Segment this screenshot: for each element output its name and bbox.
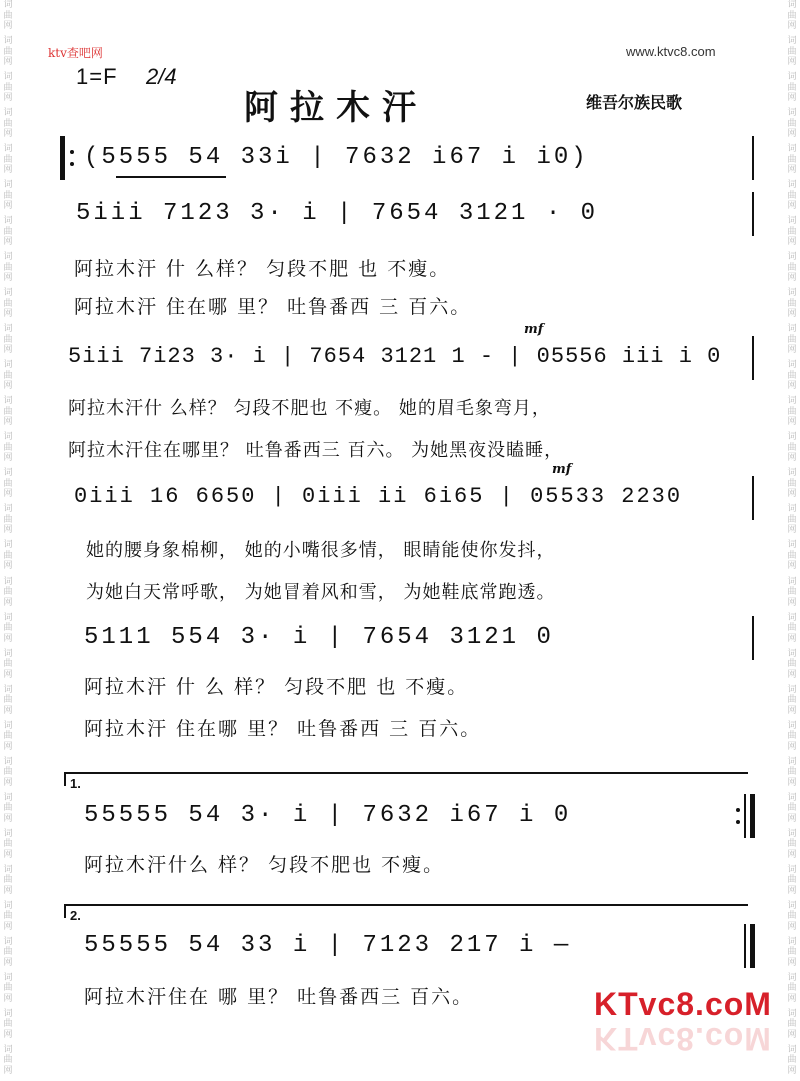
side-watermark-char: 曲 (787, 406, 797, 417)
side-watermark-char: 词 (3, 324, 13, 335)
side-watermark-char: 词 (3, 828, 13, 839)
final-barline (750, 924, 755, 968)
side-watermark-char: 网 (787, 57, 797, 68)
side-watermark-char: 曲 (787, 623, 797, 634)
side-watermark-char: 网 (3, 129, 13, 140)
side-watermark-char: 网 (787, 21, 797, 31)
side-watermark-char: 词 (787, 432, 797, 443)
side-watermark-char: 网 (787, 417, 797, 428)
side-watermark-char: 曲 (3, 46, 13, 57)
side-watermark-char: 曲 (3, 406, 13, 417)
site-label[interactable]: ktv查吧网 (48, 46, 103, 60)
side-watermark-char: 曲 (787, 587, 797, 597)
side-watermark-char: 网 (3, 525, 13, 536)
side-watermark-char: 词 (787, 1044, 797, 1055)
side-watermark-char: 词 (787, 540, 797, 551)
side-watermark-char: 曲 (3, 947, 13, 958)
side-watermark-char: 词 (787, 288, 797, 299)
side-watermark-char: 词 (3, 396, 13, 407)
side-watermark-char: 网 (3, 777, 13, 788)
side-watermark-char: 曲 (3, 478, 13, 489)
side-watermark-char: 网 (3, 957, 13, 968)
side-watermark-char: 网 (3, 309, 13, 320)
notes-line-2: 5iii 7123 3· i | 7654 3121 · 0 (76, 200, 599, 227)
side-watermark-char: 网 (3, 1065, 13, 1076)
side-watermark-char: 网 (3, 237, 13, 248)
lyrics-line-7: 阿拉木汗住在 哪 里？ 吐鲁番西三 百六。 (84, 986, 474, 1008)
side-watermark-char: 词 (3, 288, 13, 299)
score-line-2 (60, 192, 756, 240)
lyrics-line-2-verse-1: 阿拉木汗 什 么样？ 匀段不肥 也 不瘦。 (74, 258, 451, 280)
side-watermark-char: 曲 (3, 1019, 13, 1030)
dynamic-mf: mf (552, 462, 572, 477)
side-watermark-char: 词 (787, 180, 797, 191)
side-watermark-char: 网 (3, 21, 13, 31)
volta-1-bracket (64, 772, 748, 786)
side-watermark-char: 网 (3, 489, 13, 500)
side-watermark-char: 曲 (787, 550, 797, 561)
site-url[interactable]: www.ktvc8.com (626, 44, 716, 59)
side-watermark-char: 曲 (3, 10, 13, 21)
side-watermark-char: 网 (787, 921, 797, 932)
side-watermark-char: 曲 (3, 154, 13, 165)
volta-1-label: 1. (70, 776, 81, 791)
side-watermark-char: 网 (787, 165, 797, 176)
barline (752, 616, 754, 660)
side-watermark-char: 词 (3, 684, 13, 695)
notes-line-7: 55555 54 33 i | 7123 217 i — (84, 932, 572, 959)
barline (752, 136, 754, 180)
side-watermark-char: 网 (787, 813, 797, 824)
side-watermark-char: 词 (787, 216, 797, 227)
side-watermark-char: 词 (3, 936, 13, 947)
side-watermark-char: 曲 (3, 1055, 13, 1066)
side-watermark-char: 曲 (787, 1019, 797, 1030)
side-watermark-char: 词 (787, 108, 797, 119)
side-watermark-char: 网 (787, 885, 797, 896)
side-watermark-char: 网 (787, 561, 797, 572)
left-watermark-column (1, 0, 15, 1081)
notes-line-4: 0iii 16 6650 | 0iii ii 6i65 | 05533 2230 (74, 484, 683, 509)
lyrics-line-5-verse-1: 阿拉木汗 什 么 样？ 匀段不肥 也 不瘦。 (84, 676, 469, 698)
barline (752, 336, 754, 380)
side-watermark-char: 网 (787, 93, 797, 104)
side-watermark-char: 曲 (3, 623, 13, 634)
side-watermark-char: 曲 (3, 514, 13, 525)
side-watermark-char: 词 (3, 108, 13, 119)
side-watermark-char: 曲 (787, 10, 797, 21)
lyrics-line-6: 阿拉木汗什么 样？ 匀段不肥也 不瘦。 (84, 854, 445, 876)
side-watermark-char: 词 (3, 792, 13, 803)
repeat-dots (70, 150, 74, 170)
side-watermark-char: 词 (3, 540, 13, 551)
lyrics-line-4-verse-1: 她的腰身象棉柳， 她的小嘴很多情， 眼睛能使你发抖， (86, 540, 556, 561)
site-watermark-reflection: KTvc8.coM (594, 1021, 772, 1057)
side-watermark-char: 词 (3, 972, 13, 983)
key-signature: 1=F (76, 64, 118, 89)
side-watermark-char: 网 (787, 1029, 797, 1040)
side-watermark-char: 词 (3, 1008, 13, 1019)
side-watermark-char: 词 (3, 468, 13, 479)
side-watermark-char: 词 (787, 468, 797, 479)
volta-2-bracket (64, 904, 748, 918)
side-watermark-char: 网 (3, 93, 13, 104)
side-watermark-char: 词 (787, 684, 797, 695)
end-repeat-barline (750, 794, 755, 838)
side-watermark-char: 网 (3, 345, 13, 356)
side-watermark-char: 曲 (787, 911, 797, 922)
side-watermark-char: 词 (787, 936, 797, 947)
side-watermark-char: 曲 (3, 659, 13, 670)
side-watermark-char: 词 (3, 36, 13, 47)
side-watermark-char: 曲 (787, 514, 797, 525)
side-watermark-char: 词 (787, 576, 797, 587)
side-watermark-char: 词 (3, 504, 13, 515)
side-watermark-char: 曲 (787, 154, 797, 165)
side-watermark-char: 词 (787, 504, 797, 515)
side-watermark-char: 词 (787, 792, 797, 803)
side-watermark-char: 曲 (3, 442, 13, 453)
lyrics-line-3-verse-1: 阿拉木汗什 么样？ 匀段不肥也 不瘦。 她的眉毛象弯月， (68, 398, 551, 419)
barline (752, 192, 754, 236)
side-watermark-char: 词 (787, 648, 797, 659)
side-watermark-char: 词 (787, 396, 797, 407)
side-watermark-char: 曲 (787, 82, 797, 93)
side-watermark-char: 曲 (787, 298, 797, 309)
side-watermark-char: 词 (787, 1008, 797, 1019)
side-watermark-char: 曲 (787, 731, 797, 742)
side-watermark-char: 词 (787, 36, 797, 47)
side-watermark-char: 词 (3, 0, 13, 10)
side-watermark-char: 曲 (3, 983, 13, 994)
side-watermark-char: 词 (787, 360, 797, 371)
site-watermark-logo: KTvc8.coM (594, 986, 772, 1022)
side-watermark-char: 曲 (3, 226, 13, 237)
side-watermark-char: 曲 (787, 983, 797, 994)
beam (116, 176, 226, 178)
side-watermark-char: 词 (787, 252, 797, 263)
side-watermark-char: 词 (787, 720, 797, 731)
score-line-4 (60, 476, 756, 524)
side-watermark-char: 词 (787, 900, 797, 911)
side-watermark-char: 曲 (787, 875, 797, 886)
side-watermark-char: 词 (787, 828, 797, 839)
song-title: 阿拉木汗 (244, 88, 428, 128)
side-watermark-char: 网 (3, 705, 13, 716)
side-watermark-char: 曲 (787, 442, 797, 453)
side-watermark-char: 网 (3, 741, 13, 752)
side-watermark-char: 词 (3, 144, 13, 155)
side-watermark-char: 网 (3, 669, 13, 680)
side-watermark-char: 曲 (3, 911, 13, 922)
side-watermark-char: 词 (3, 864, 13, 875)
side-watermark-char: 曲 (787, 226, 797, 237)
side-watermark-char: 曲 (787, 695, 797, 706)
side-watermark-char: 曲 (3, 334, 13, 345)
side-watermark-char: 曲 (3, 298, 13, 309)
side-watermark-char: 网 (3, 1029, 13, 1040)
side-watermark-char: 网 (3, 453, 13, 464)
side-watermark-char: 曲 (787, 659, 797, 670)
side-watermark-char: 网 (3, 273, 13, 284)
barline (744, 794, 746, 838)
lyrics-line-3-verse-2: 阿拉木汗住在哪里？ 吐鲁番西三 百六。 为她黑夜没瞌睡， (68, 440, 564, 461)
side-watermark-char: 词 (3, 360, 13, 371)
side-watermark-char: 网 (3, 201, 13, 212)
side-watermark-char: 词 (787, 756, 797, 767)
side-watermark-char: 曲 (3, 803, 13, 814)
side-watermark-char: 网 (787, 237, 797, 248)
repeat-dots (736, 808, 740, 828)
side-watermark-char: 网 (787, 633, 797, 644)
notes-line-5: 5111 554 3· i | 7654 3121 0 (84, 624, 554, 651)
side-watermark-char: 网 (787, 345, 797, 356)
side-watermark-char: 词 (3, 252, 13, 263)
side-watermark-char: 词 (3, 756, 13, 767)
side-watermark-char: 网 (787, 489, 797, 500)
side-watermark-char: 词 (787, 324, 797, 335)
side-watermark-char: 曲 (3, 875, 13, 886)
side-watermark-char: 网 (787, 669, 797, 680)
side-watermark-char: 曲 (3, 767, 13, 778)
side-watermark-char: 曲 (787, 478, 797, 489)
side-watermark-char: 词 (3, 216, 13, 227)
lyrics-line-2-verse-2: 阿拉木汗 住在哪 里？ 吐鲁番西 三 百六。 (74, 296, 472, 318)
side-watermark-char: 词 (787, 972, 797, 983)
lyrics-line-5-verse-2: 阿拉木汗 住在哪 里？ 吐鲁番西 三 百六。 (84, 718, 482, 740)
score-line-5 (60, 616, 756, 664)
side-watermark-char: 词 (3, 1044, 13, 1055)
side-watermark-char: 网 (3, 921, 13, 932)
side-watermark-char: 曲 (787, 767, 797, 778)
side-watermark-char: 曲 (787, 370, 797, 381)
side-watermark-char: 曲 (3, 262, 13, 273)
score-line-3 (60, 336, 756, 384)
score-line-1 (60, 136, 756, 184)
side-watermark-char: 词 (3, 432, 13, 443)
side-watermark-char: 网 (787, 993, 797, 1004)
song-credit: 维吾尔族民歌 (586, 93, 683, 112)
side-watermark-char: 网 (787, 381, 797, 392)
side-watermark-char: 网 (3, 381, 13, 392)
side-watermark-char: 曲 (3, 587, 13, 597)
side-watermark-char: 词 (3, 576, 13, 587)
side-watermark-char: 词 (3, 720, 13, 731)
side-watermark-char: 曲 (787, 118, 797, 129)
side-watermark-char: 曲 (3, 550, 13, 561)
barline (752, 476, 754, 520)
side-watermark-char: 曲 (3, 82, 13, 93)
side-watermark-char: 曲 (787, 1055, 797, 1066)
side-watermark-char: 网 (787, 453, 797, 464)
side-watermark-char: 曲 (3, 695, 13, 706)
side-watermark-char: 网 (787, 849, 797, 860)
side-watermark-char: 曲 (787, 947, 797, 958)
side-watermark-char: 曲 (787, 334, 797, 345)
side-watermark-char: 词 (3, 180, 13, 191)
side-watermark-char: 网 (787, 705, 797, 716)
dynamic-mf: mf (524, 322, 544, 337)
notes-line-6: 55555 54 3· i | 7632 i67 i 0 (84, 802, 572, 829)
side-watermark-char: 网 (3, 417, 13, 428)
volta-2-label: 2. (70, 908, 81, 923)
time-signature: 2/4 (146, 64, 177, 89)
side-watermark-char: 网 (3, 849, 13, 860)
side-watermark-char: 曲 (3, 370, 13, 381)
side-watermark-char: 网 (3, 885, 13, 896)
side-watermark-char: 词 (3, 72, 13, 83)
side-watermark-char: 曲 (787, 839, 797, 850)
side-watermark-char: 网 (3, 993, 13, 1004)
side-watermark-char: 网 (3, 597, 13, 608)
side-watermark-char: 网 (787, 741, 797, 752)
side-watermark-char: 网 (787, 129, 797, 140)
notes-line-3: 5iii 7i23 3· i | 7654 3121 1 - | 05556 iii i 0 (68, 344, 722, 369)
side-watermark-char: 曲 (3, 118, 13, 129)
score-line-7 (60, 924, 756, 972)
side-watermark-char: 词 (3, 900, 13, 911)
side-watermark-char: 曲 (3, 731, 13, 742)
side-watermark-char: 网 (787, 525, 797, 536)
start-repeat-barline (60, 136, 65, 180)
score-line-6 (60, 794, 756, 842)
side-watermark-char: 曲 (787, 803, 797, 814)
side-watermark-char: 词 (787, 864, 797, 875)
side-watermark-char: 网 (3, 561, 13, 572)
barline (744, 924, 746, 968)
side-watermark-char: 词 (787, 72, 797, 83)
side-watermark-char: 词 (3, 648, 13, 659)
side-watermark-char: 网 (3, 633, 13, 644)
side-watermark-char: 曲 (787, 46, 797, 57)
notes-line-1: (5555 54 33i | 7632 i67 i i0) (84, 144, 589, 171)
side-watermark-char: 网 (787, 957, 797, 968)
side-watermark-char: 曲 (787, 262, 797, 273)
side-watermark-char: 网 (787, 597, 797, 608)
lyrics-line-4-verse-2: 为她白天常呼歌， 为她冒着风和雪， 为她鞋底常跑透。 (86, 582, 556, 603)
side-watermark-char: 词 (3, 612, 13, 623)
side-watermark-char: 网 (787, 201, 797, 212)
side-watermark-char: 曲 (3, 190, 13, 201)
right-watermark-column (785, 0, 799, 1081)
side-watermark-char: 网 (3, 165, 13, 176)
side-watermark-char: 网 (3, 57, 13, 68)
side-watermark-char: 词 (787, 612, 797, 623)
side-watermark-char: 词 (787, 144, 797, 155)
side-watermark-char: 曲 (3, 839, 13, 850)
side-watermark-char: 网 (787, 1065, 797, 1076)
side-watermark-char: 词 (787, 0, 797, 10)
side-watermark-char: 网 (787, 309, 797, 320)
side-watermark-char: 网 (3, 813, 13, 824)
side-watermark-char: 网 (787, 273, 797, 284)
side-watermark-char: 网 (787, 777, 797, 788)
side-watermark-char: 曲 (787, 190, 797, 201)
